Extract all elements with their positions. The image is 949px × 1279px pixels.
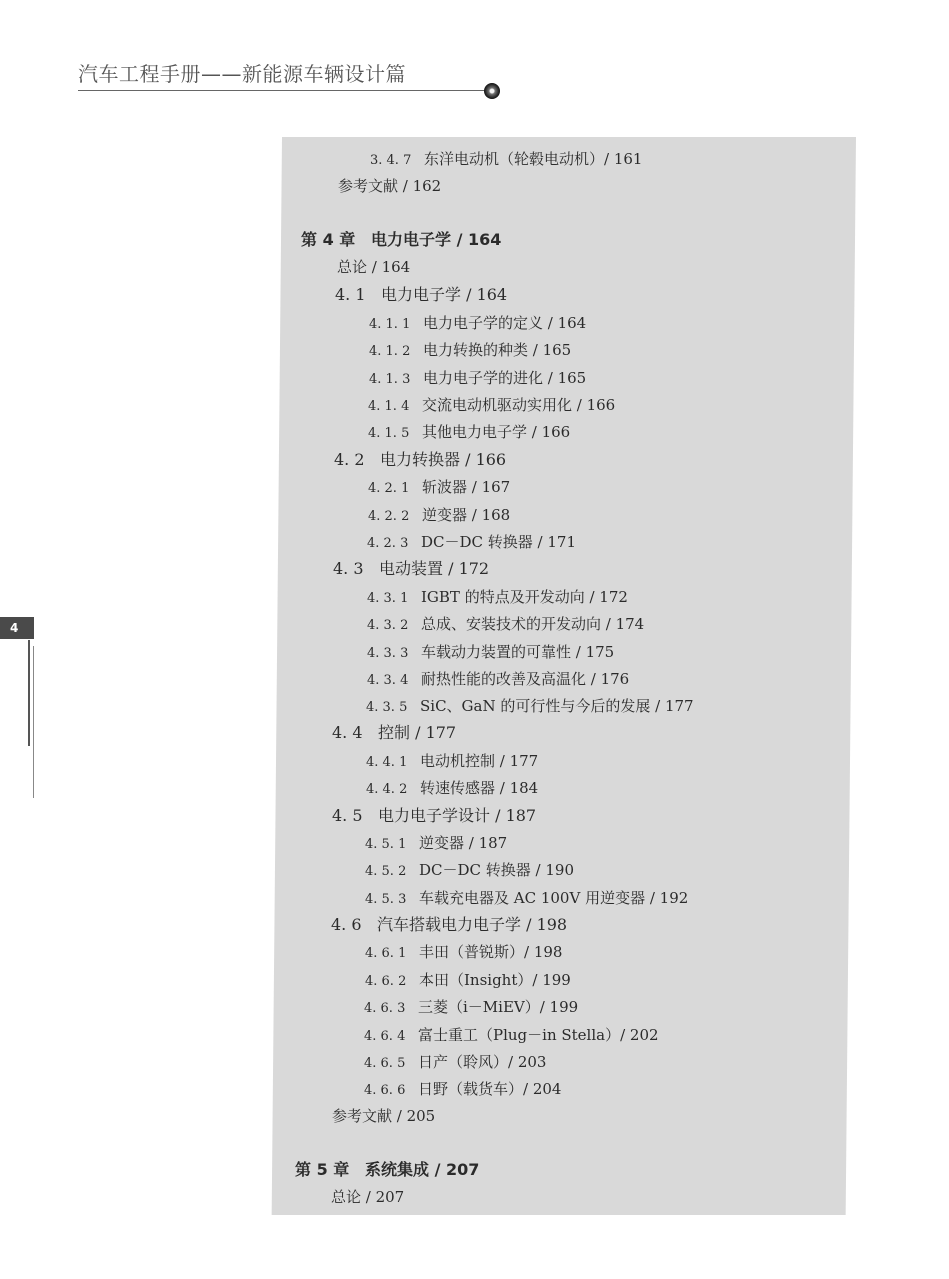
toc-entry-number: 4. 5. 2: [365, 864, 407, 879]
toc-entry-sub: [364, 1026, 659, 1046]
toc-entry-number: 4. 5: [332, 806, 363, 825]
toc-entry-title: 丰田（普锐斯）/ 198: [419, 943, 563, 961]
toc-entry-sub: [364, 1053, 546, 1073]
toc-entry-sub: [366, 779, 538, 799]
header-rule: [78, 90, 488, 91]
margin-rule: [28, 640, 30, 746]
toc-entry-sub: [369, 341, 571, 361]
toc-entry-title: 逆变器 / 187: [419, 834, 508, 852]
toc-entry-number: 4. 2. 3: [367, 536, 409, 551]
toc-entry-title: 电力电子学 / 164: [371, 230, 502, 249]
toc-entry-title: 参考文献 / 162: [338, 177, 442, 195]
toc-entry-title: IGBT 的特点及开发动向 / 172: [421, 588, 628, 606]
toc-entry-title: 参考文献 / 205: [332, 1107, 436, 1125]
toc-entry-section: [332, 724, 456, 742]
toc-entry-title: 总论 / 207: [331, 1188, 405, 1206]
toc-entry-plain: [331, 1188, 404, 1206]
toc-entry-number: 4. 4. 1: [366, 755, 408, 770]
toc-entry-sub: [365, 834, 507, 854]
toc-entry-title: 电力转换的种类 / 165: [423, 341, 572, 359]
toc-entry-title: 汽车搭载电力电子学 / 198: [377, 915, 568, 934]
book-running-title: 汽车工程手册——新能源车辆设计篇: [78, 62, 406, 86]
toc-entry-number: 4. 4. 2: [366, 782, 408, 797]
toc-entry-sub: [369, 369, 586, 389]
toc-entry-title: 三菱（i－MiEV）/ 199: [418, 998, 579, 1016]
toc-entry-number: 4. 3. 4: [367, 673, 409, 688]
toc-entry-sub: [367, 670, 629, 690]
toc-entry-title: 日产（聆风）/ 203: [418, 1053, 547, 1071]
toc-entry-title: 东洋电动机（轮毂电动机）/ 161: [424, 150, 643, 168]
toc-entry-number: 3. 4. 7: [370, 153, 412, 168]
toc-entry-number: 4. 5. 3: [365, 892, 407, 907]
toc-entry-sub: [369, 314, 586, 334]
toc-entry-title: 电力转换器 / 166: [380, 450, 507, 469]
margin-rule-thin: [33, 646, 34, 798]
toc-entry-number: 4. 5. 1: [365, 837, 407, 852]
toc-entry-sub: [368, 396, 615, 416]
toc-entry-number: 4. 3. 2: [367, 618, 409, 633]
toc-entry-number: 4. 1. 1: [369, 317, 411, 332]
toc-entry-number: 4. 3: [333, 559, 364, 578]
toc-entry-number: 4. 1. 4: [368, 399, 410, 414]
toc-entry-number: 4. 3. 3: [367, 646, 409, 661]
toc-entry-number: 4. 4: [332, 723, 363, 742]
toc-entry-sub: [370, 150, 642, 170]
toc-entry-sub: [367, 643, 614, 663]
toc-entry-sub: [366, 752, 538, 772]
toc-entry-number: 4. 1. 2: [369, 344, 411, 359]
toc-entry-title: 电力电子学的进化 / 165: [423, 369, 587, 387]
toc-entry-title: 控制 / 177: [378, 723, 457, 742]
toc-entry-plain: [332, 1107, 435, 1125]
toc-entry-title: 电力电子学的定义 / 164: [423, 314, 587, 332]
toc-entry-chapter: [295, 1161, 479, 1179]
toc-entry-number: 4. 6. 4: [364, 1029, 406, 1044]
toc-entry-sub: [367, 615, 644, 635]
toc-entry-title: 日野（载货车）/ 204: [418, 1080, 562, 1098]
toc-entry-title: 交流电动机驱动实用化 / 166: [422, 396, 616, 414]
toc-entry-sub: [367, 533, 576, 553]
toc-entry-number: 4. 1: [335, 285, 366, 304]
toc-entry-number: 4. 2: [334, 450, 365, 469]
toc-entry-title: 斩波器 / 167: [422, 478, 511, 496]
toc-entry-sub: [368, 478, 510, 498]
toc-entry-title: 系统集成 / 207: [365, 1160, 480, 1179]
toc-entry-number: 4. 1. 5: [368, 426, 410, 441]
toc-entry-plain: [337, 258, 410, 276]
chapter-thumb-tab: 4: [0, 617, 34, 639]
toc-entry-section: [334, 451, 506, 469]
toc-entry-number: 4. 2. 2: [368, 509, 410, 524]
toc-entry-chapter: [301, 231, 501, 249]
toc-entry-sub: [365, 971, 571, 991]
toc-entry-title: 电力电子学 / 164: [381, 285, 508, 304]
toc-entry-title: 其他电力电子学 / 166: [422, 423, 571, 441]
toc-entry-title: 电动机控制 / 177: [420, 752, 539, 770]
toc-entry-sub: [368, 423, 570, 443]
toc-entry-sub: [365, 861, 574, 881]
toc-entry-number: 4. 6. 1: [365, 946, 407, 961]
header-bullet-icon: [484, 83, 500, 99]
toc-entry-title: DC－DC 转换器 / 171: [421, 533, 576, 551]
toc-entry-section: [333, 560, 489, 578]
toc-entry-title: 总论 / 164: [337, 258, 411, 276]
toc-entry-title: SiC、GaN 的可行性与今后的发展 / 177: [420, 697, 694, 715]
toc-entry-title: 富士重工（Plug－in Stella）/ 202: [418, 1026, 659, 1044]
toc-entry-title: 车载动力装置的可靠性 / 175: [421, 643, 615, 661]
toc-entry-section: [335, 286, 507, 304]
toc-entry-sub: [366, 697, 694, 717]
toc-entry-title: 总成、安装技术的开发动向 / 174: [421, 615, 645, 633]
toc-entry-section: [331, 916, 567, 934]
toc-entry-number: 4. 6. 2: [365, 974, 407, 989]
toc-entry-sub: [368, 506, 510, 526]
toc-entry-number: 4. 3. 1: [367, 591, 409, 606]
toc-entry-number: 4. 6: [331, 915, 362, 934]
toc-entry-title: 本田（Insight）/ 199: [419, 971, 571, 989]
toc-entry-title: 逆变器 / 168: [422, 506, 511, 524]
toc-entry-sub: [365, 943, 562, 963]
toc-entry-number: 4. 6. 6: [364, 1083, 406, 1098]
toc-entry-sub: [367, 588, 628, 608]
toc-entry-number: 4. 2. 1: [368, 481, 410, 496]
toc-entry-plain: [338, 177, 441, 195]
toc-entry-sub: [364, 998, 578, 1018]
toc-entry-number: 4. 6. 5: [364, 1056, 406, 1071]
toc-entry-title: 耐热性能的改善及高温化 / 176: [421, 670, 630, 688]
toc-entry-section: [332, 807, 536, 825]
toc-entry-number: 第 5 章: [295, 1160, 350, 1179]
toc-entry-number: 第 4 章: [301, 230, 356, 249]
toc-entry-title: 转速传感器 / 184: [420, 779, 539, 797]
toc-entry-sub: [365, 889, 688, 909]
toc-entry-sub: [364, 1080, 561, 1100]
toc-entry-number: 4. 1. 3: [369, 372, 411, 387]
toc-entry-title: 电力电子学设计 / 187: [378, 806, 537, 825]
toc-entry-number: 4. 3. 5: [366, 700, 408, 715]
toc-entry-number: 4. 6. 3: [364, 1001, 406, 1016]
toc-entry-title: DC－DC 转换器 / 190: [419, 861, 574, 879]
toc-entry-title: 电动装置 / 172: [379, 559, 490, 578]
toc-entry-title: 车载充电器及 AC 100V 用逆变器 / 192: [419, 889, 689, 907]
